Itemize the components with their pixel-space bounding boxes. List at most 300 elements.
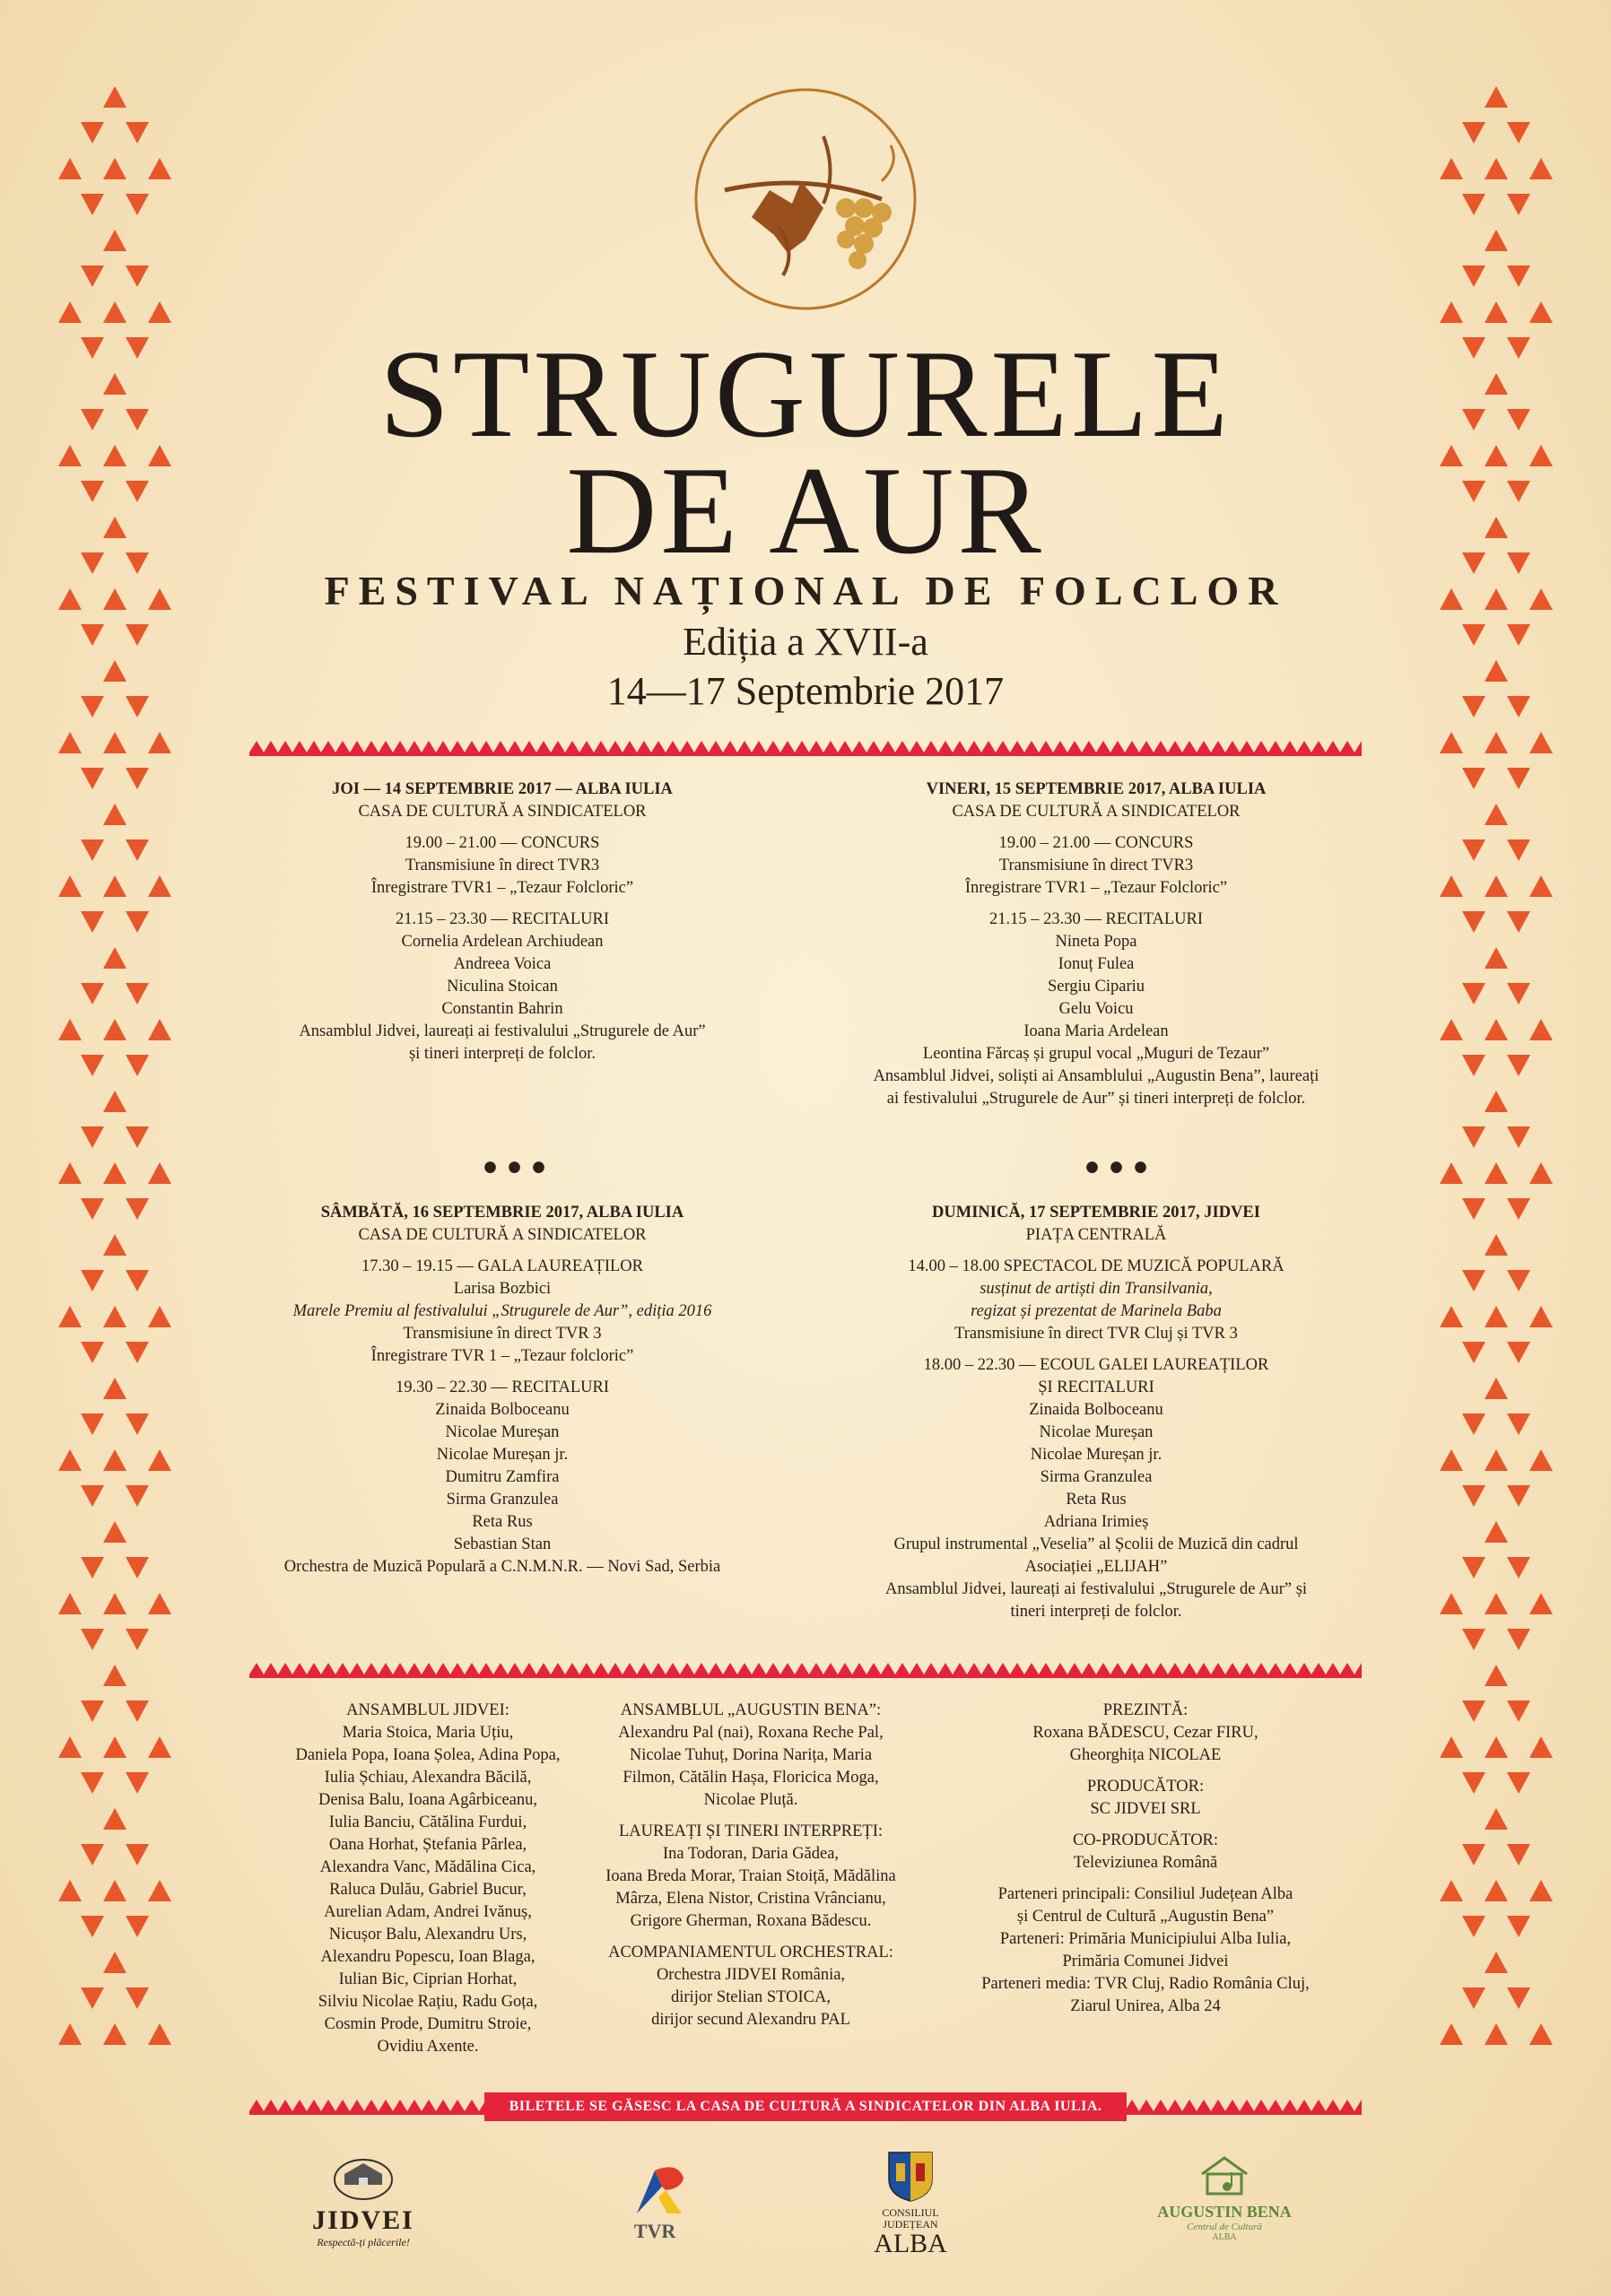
program-line: Nicolae Tuhuț, Dorina Narița, Maria [629, 1746, 873, 1764]
zigzag-tooth [809, 741, 823, 752]
program-line: 19.00 – 21.00 — CONCURS [405, 834, 600, 852]
day-sunday-program [854, 1202, 1338, 1623]
zigzag-tooth [321, 1663, 335, 1674]
triangle-motif [1507, 1413, 1530, 1435]
zigzag-tooth [493, 1663, 508, 1674]
triangle-motif [1462, 1629, 1485, 1650]
triangle-motif [81, 768, 104, 789]
program-line: Sirma Granzulea [1040, 1468, 1153, 1486]
zigzag-tooth [852, 1663, 866, 1674]
zigzag-tooth [1197, 741, 1211, 752]
cj-line2: JUDEȚEAN [883, 2218, 938, 2231]
zigzag-tooth [666, 741, 680, 752]
triangle-motif [1485, 1880, 1508, 1901]
decorative-band-middle [249, 1659, 1362, 1681]
zigzag-tooth [1168, 1663, 1182, 1674]
program-line: Televiziunea Română [1073, 1854, 1218, 1872]
cj-line3: ALBA [874, 2229, 947, 2258]
triangle-motif [1529, 1162, 1553, 1184]
program-line: Ovidiu Axente. [377, 2038, 479, 2056]
spacer [251, 1368, 753, 1377]
program-line: Marele Premiu al festivalului „Strugurele de Aur”, ediția 2016 [292, 1302, 712, 1320]
zigzag-tooth [249, 2100, 264, 2111]
zigzag-tooth [1240, 741, 1254, 752]
triangle-motif [1529, 875, 1553, 897]
zigzag-tooth [393, 1663, 407, 1674]
triangle-motif [1507, 122, 1530, 144]
zigzag-tooth [967, 1663, 981, 1674]
triangle-motif [1440, 875, 1463, 897]
triangle-motif [81, 1198, 104, 1220]
zigzag-tooth [321, 741, 335, 752]
zigzag-tooth [1197, 1663, 1211, 1674]
zigzag-tooth [465, 2100, 479, 2111]
program-line: și Centrul de Cultură „Augustin Bena” [1016, 1908, 1275, 1926]
program-line: Alexandra Vanc, Mădălina Cica, [319, 1858, 536, 1876]
spacer [576, 1812, 926, 1821]
triangle-motif [1440, 1162, 1463, 1184]
zigzag-tooth [895, 1663, 910, 1674]
zigzag-tooth [1211, 741, 1225, 752]
zigzag-tooth [766, 1663, 780, 1674]
program-line: Alexandru Popescu, Ioan Blaga, [320, 1948, 536, 1966]
zigzag-tooth [637, 1663, 651, 1674]
program-line: 21.15 – 23.30 — RECITALURI [396, 910, 609, 928]
zigzag-tooth [737, 1663, 752, 1674]
zigzag-tooth [709, 741, 723, 752]
zigzag-tooth [264, 1663, 278, 1674]
triangle-motif [1529, 2023, 1553, 2045]
zigzag-tooth [1139, 1663, 1154, 1674]
triangle-motif [1485, 301, 1508, 323]
triangle-motif [148, 301, 171, 323]
tvr-sponsor-logo [610, 2161, 700, 2243]
triangle-motif [81, 1700, 104, 1722]
zigzag-tooth [938, 741, 953, 752]
triangle-motif [1462, 1413, 1485, 1435]
zigzag-tooth [422, 1663, 436, 1674]
program-line: Ziarul Unirea, Alba 24 [1070, 1997, 1221, 2015]
spacer [836, 823, 1356, 832]
triangle-motif [126, 768, 149, 789]
credits-presenters-partners [953, 1700, 1338, 2018]
triangle-motif [148, 1162, 171, 1184]
triangle-motif [1529, 1449, 1553, 1471]
zigzag-tooth [335, 1663, 350, 1674]
triangle-motif [81, 1987, 104, 2009]
triangle-motif [58, 301, 82, 323]
program-line: regizat și prezentat de Marinela Baba [971, 1302, 1222, 1320]
zigzag-tooth [350, 2100, 364, 2111]
triangle-motif [1485, 1736, 1508, 1758]
program-line: Parteneri: Primăria Municipiului Alba Iulia, [999, 1930, 1292, 1948]
triangle-motif [1462, 122, 1485, 144]
zigzag-tooth [809, 1663, 823, 1674]
zigzag-tooth [465, 741, 479, 752]
program-line: Nicolae Mureșan jr. [436, 1446, 569, 1464]
zigzag-tooth [379, 1663, 393, 1674]
triangle-motif [1485, 1952, 1508, 1973]
triangle-motif [1440, 732, 1463, 753]
zigzag-tooth [335, 741, 350, 752]
zigzag-tooth [1254, 741, 1268, 752]
program-line: Adriana Irimieș [1043, 1513, 1149, 1531]
program-line: ACOMPANIAMENTUL ORCHESTRAL: [608, 1944, 893, 1961]
program-line: Transmisiune în direct TVR3 [405, 857, 600, 874]
zigzag-tooth [953, 741, 967, 752]
zigzag-tooth [379, 2100, 393, 2111]
zigzag-tooth [694, 741, 709, 752]
spacer [576, 1933, 926, 1942]
zigzag-tooth [924, 741, 938, 752]
triangle-motif [1507, 1700, 1530, 1722]
triangle-motif [81, 1844, 104, 1866]
program-line: Iulia Șchiau, Alexandra Băcilă, [324, 1769, 532, 1787]
program-line: Nicolae Mureșan [445, 1423, 560, 1441]
triangle-motif [103, 1736, 126, 1758]
program-line: Nicușor Balu, Alexandru Urs, [328, 1926, 527, 1944]
spacer [953, 1821, 1338, 1830]
triangle-motif [1507, 1342, 1530, 1363]
program-line: PREZINTĂ: [1102, 1701, 1189, 1719]
zigzag-tooth [1154, 2100, 1168, 2111]
zigzag-tooth [1110, 1663, 1125, 1674]
program-line: PIAȚA CENTRALĂ [1025, 1226, 1167, 1244]
triangle-motif [1462, 1700, 1485, 1722]
zigzag-tooth [780, 741, 795, 752]
zigzag-tooth [709, 1663, 723, 1674]
zigzag-tooth [737, 741, 752, 752]
triangle-motif [1529, 1306, 1553, 1327]
triangle-motif [1462, 768, 1485, 789]
zigzag-tooth [278, 2100, 292, 2111]
zigzag-tooth [579, 1663, 594, 1674]
program-line: Gelu Voicu [1058, 1000, 1134, 1018]
zigzag-tooth [1024, 1663, 1039, 1674]
triangle-motif [1462, 1270, 1485, 1292]
triangle-motif [103, 804, 126, 825]
credits-ansamblul-jidvei [262, 1700, 594, 2058]
program-line: Cosmin Prode, Dumitru Stroie, [324, 2015, 532, 2033]
triangle-motif [58, 732, 82, 753]
zigzag-tooth [1053, 1663, 1067, 1674]
triangle-motif [81, 839, 104, 861]
triangle-motif [126, 1557, 149, 1578]
zigzag-tooth [1024, 741, 1039, 752]
spacer [854, 1247, 1338, 1256]
zigzag-tooth [680, 741, 694, 752]
spacer [953, 1767, 1338, 1776]
credits-augustin-bena [576, 1700, 926, 2031]
program-line: Daniela Popa, Ioana Șolea, Adina Popa, [295, 1746, 561, 1764]
zigzag-tooth [866, 741, 881, 752]
program-line: dirijor Stelian STOICA, [671, 1988, 831, 2006]
triangle-motif [1485, 804, 1508, 825]
program-line: Cornelia Ardelean Archiudean [401, 933, 604, 951]
zigzag-tooth [1297, 741, 1311, 752]
grape-logo-icon [689, 83, 922, 316]
separator-dots-left: ••• [480, 1150, 553, 1187]
zigzag-tooth [895, 741, 910, 752]
triangle-motif [81, 1629, 104, 1650]
triangle-motif [81, 1557, 104, 1578]
triangle-motif [1507, 1055, 1530, 1076]
zigzag-tooth [838, 741, 852, 752]
program-line: Ionuț Fulea [1058, 955, 1135, 973]
zigzag-tooth [1283, 1663, 1297, 1674]
program-line: Sirma Granzulea [446, 1491, 559, 1509]
program-line: Grupul instrumental „Veselia” al Școlii de Muzică din cadrul [893, 1535, 1299, 1553]
program-line: Zinaida Bolboceanu [1029, 1401, 1163, 1419]
triangle-motif [148, 158, 171, 179]
zigzag-tooth [1225, 741, 1240, 752]
zigzag-tooth [407, 1663, 422, 1674]
triangle-motif [1440, 2023, 1463, 2045]
program-line: susținut de artiști din Transilvania, [980, 1280, 1213, 1298]
triangle-motif [81, 1126, 104, 1148]
triangle-motif [58, 1880, 82, 1901]
zigzag-tooth [508, 1663, 522, 1674]
zigzag-tooth [536, 741, 551, 752]
zigzag-tooth [608, 741, 623, 752]
triangle-motif [1462, 1126, 1485, 1148]
zigzag-tooth [436, 1663, 450, 1674]
triangle-motif [1485, 1521, 1508, 1543]
triangle-motif [103, 1952, 126, 1973]
zigzag-tooth [1254, 1663, 1268, 1674]
triangle-motif [148, 1736, 171, 1758]
zigzag-tooth [938, 1663, 953, 1674]
zigzag-tooth [436, 741, 450, 752]
augustin-bena-logo [1139, 2154, 1310, 2242]
zigzag-tooth [493, 741, 508, 752]
zigzag-tooth [1311, 1663, 1326, 1674]
program-line: VINERI, 15 SEPTEMBRIE 2017, ALBA IULIA [926, 780, 1267, 798]
triangle-motif [81, 194, 104, 215]
zigzag-tooth [292, 741, 307, 752]
spacer [278, 900, 727, 909]
spacer [854, 1345, 1338, 1354]
triangle-motif [1507, 983, 1530, 1004]
program-line: Sergiu Cipariu [1047, 978, 1145, 996]
triangle-motif [81, 1270, 104, 1292]
triangle-motif [126, 194, 149, 215]
zigzag-tooth [608, 1663, 623, 1674]
program-line: LAUREAȚI ȘI TINERI INTERPREȚI: [618, 1822, 884, 1840]
triangle-motif [1507, 1198, 1530, 1220]
zigzag-tooth [278, 1663, 292, 1674]
separator-dots-right: ••• [1082, 1150, 1155, 1187]
program-line: Oana Horhat, Ștefania Pârlea, [328, 1836, 527, 1854]
program-line: Iulia Banciu, Cătălina Furdui, [328, 1813, 527, 1831]
triangle-motif [58, 1306, 82, 1327]
consiliul-judetean-logo [843, 2149, 978, 2257]
zigzag-tooth [723, 1663, 737, 1674]
jidvei-slogan: Respectă-ți plăcerile! [317, 2236, 410, 2248]
zigzag-tooth [565, 741, 579, 752]
triangle-motif [1485, 1306, 1508, 1327]
zigzag-tooth [1110, 741, 1125, 752]
zigzag-tooth [1297, 2100, 1311, 2111]
program-line: Înregistrare TVR 1 – „Tezaur folcloric” [370, 1347, 634, 1365]
zigzag-tooth [522, 741, 536, 752]
triangle-motif [148, 1019, 171, 1040]
program-line: Roxana BĂDESCU, Cezar FIRU, [1032, 1724, 1258, 1742]
triangle-motif [1507, 768, 1530, 789]
triangle-motif [58, 1593, 82, 1614]
program-line: DUMINICĂ, 17 SEPTEMBRIE 2017, JIDVEI [932, 1204, 1260, 1222]
triangle-motif [1462, 1844, 1485, 1866]
triangle-motif [1462, 983, 1485, 1004]
triangle-motif [1529, 1880, 1553, 1901]
triangle-motif [126, 1342, 149, 1363]
zigzag-tooth [1254, 2100, 1268, 2111]
zigzag-tooth [910, 741, 924, 752]
triangle-motif [126, 1772, 149, 1794]
zigzag-tooth [996, 741, 1010, 752]
zigzag-tooth [364, 741, 379, 752]
program-line: Alexandru Pal (nai), Roxana Reche Pal, [618, 1724, 884, 1742]
spacer [836, 900, 1356, 909]
zigzag-tooth [465, 1663, 479, 1674]
program-line: PRODUCĂTOR: [1086, 1778, 1205, 1796]
zigzag-tooth [1268, 2100, 1283, 2111]
day-saturday-program [251, 1202, 753, 1578]
program-line: Înregistrare TVR1 – „Tezaur Folcloric” [964, 879, 1228, 897]
zigzag-tooth [852, 741, 866, 752]
triangle-motif [103, 1234, 126, 1256]
program-line: Larisa Bozbici [453, 1280, 552, 1298]
triangle-motif [1462, 1342, 1485, 1363]
zigzag-tooth [436, 2100, 450, 2111]
program-line: Ansamblul Jidvei, laureați ai festivalului „Strugurele de Aur” și [884, 1580, 1308, 1598]
zigzag-tooth [1168, 2100, 1182, 2111]
coat-of-arms-icon [885, 2149, 936, 2203]
program-line: Ioana Maria Ardelean [1023, 1022, 1169, 1040]
jidvei-sponsor-logo [287, 2152, 440, 2249]
zigzag-tooth [1125, 2100, 1139, 2111]
triangle-motif [103, 1880, 126, 1901]
triangle-motif [126, 1485, 149, 1507]
triangle-motif [81, 1055, 104, 1076]
program-line: Transmisiune în direct TVR3 [998, 857, 1194, 874]
zigzag-tooth [953, 1663, 967, 1674]
program-line: Orchestra de Muzică Populară a C.N.M.N.R. — Novi Sad, Serbia [283, 1558, 721, 1576]
zigzag-tooth [981, 741, 996, 752]
zigzag-tooth [1225, 1663, 1240, 1674]
zigzag-tooth [1168, 741, 1182, 752]
triangle-motif [1485, 1091, 1508, 1112]
triangle-motif [148, 1593, 171, 1614]
triangle-motif [126, 1198, 149, 1220]
program-line: ANSAMBLUL „AUGUSTIN BENA”: [620, 1701, 882, 1719]
triangle-motif [1507, 1270, 1530, 1292]
zigzag-tooth [335, 2100, 350, 2111]
zigzag-tooth [1283, 2100, 1297, 2111]
triangle-motif [103, 1593, 126, 1614]
zigzag-tooth [1125, 1663, 1139, 1674]
triangle-motif [81, 1772, 104, 1794]
zigzag-tooth [350, 1663, 364, 1674]
zigzag-tooth [278, 741, 292, 752]
zigzag-tooth [1039, 1663, 1053, 1674]
program-line: ai festivalului „Strugurele de Aur” și tineri interpreți de folclor. [886, 1090, 1306, 1108]
program-line: JOI — 14 SEPTEMBRIE 2017 — ALBA IULIA [332, 780, 673, 798]
triangle-motif [1440, 1019, 1463, 1040]
zigzag-tooth [1340, 741, 1354, 752]
triangle-motif [1507, 1987, 1530, 2009]
zigzag-tooth [795, 1663, 809, 1674]
triangle-motif [1485, 230, 1508, 251]
zigzag-tooth [307, 2100, 321, 2111]
zigzag-tooth [1010, 741, 1024, 752]
bena-name: AUGUSTIN BENA [1157, 2203, 1292, 2221]
program-line: Reta Rus [1066, 1491, 1127, 1509]
zigzag-tooth [1354, 741, 1362, 752]
triangle-motif [1529, 1593, 1553, 1614]
program-line: CASA DE CULTURĂ A SINDICATELOR [358, 803, 647, 821]
zigzag-tooth [651, 1663, 666, 1674]
zigzag-tooth [1125, 741, 1139, 752]
triangle-motif [1507, 911, 1530, 933]
zigzag-tooth [1139, 2100, 1154, 2111]
zigzag-tooth [1268, 1663, 1283, 1674]
house-note-icon [1193, 2154, 1256, 2197]
zigzag-tooth [780, 1663, 795, 1674]
triangle-motif [148, 2023, 171, 2045]
zigzag-tooth [1053, 741, 1067, 752]
triangle-motif [126, 839, 149, 861]
zigzag-tooth [666, 1663, 680, 1674]
zigzag-tooth [1139, 741, 1154, 752]
zigzag-tooth [1197, 2100, 1211, 2111]
triangle-motif [103, 1019, 126, 1040]
program-line: dirijor secund Alexandru PAL [651, 2011, 850, 2029]
triangle-motif [1462, 839, 1485, 861]
band-line [249, 1674, 1362, 1678]
zigzag-tooth [594, 1663, 608, 1674]
zigzag-tooth [422, 2100, 436, 2111]
program-line: 17.30 – 19.15 — GALA LAUREAȚILOR [361, 1257, 643, 1275]
program-line: Ansamblul Jidvei, soliști ai Ansamblului „Augustin Bena”, laureați [873, 1067, 1319, 1085]
triangle-motif [58, 1162, 82, 1184]
zigzag-tooth [264, 2100, 278, 2111]
triangle-motif [1507, 1126, 1530, 1148]
triangle-motif [1507, 1629, 1530, 1650]
program-line: Nicolae Mureșan [1039, 1423, 1154, 1441]
zigzag-tooth [1010, 1663, 1024, 1674]
zigzag-tooth [996, 1663, 1010, 1674]
zigzag-tooth [1283, 741, 1297, 752]
triangle-motif [1485, 158, 1508, 179]
program-line: Transmisiune în direct TVR Cluj și TVR 3 [954, 1325, 1238, 1343]
zigzag-tooth [752, 741, 766, 752]
zigzag-tooth [1182, 741, 1197, 752]
triangle-motif [1507, 265, 1530, 287]
program-line: 21.15 – 23.30 — RECITALURI [989, 910, 1203, 928]
triangle-motif [1462, 1485, 1485, 1507]
zigzag-tooth [1067, 1663, 1082, 1674]
zigzag-tooth [1096, 741, 1110, 752]
zigzag-tooth [594, 741, 608, 752]
triangle-motif [1440, 1593, 1463, 1614]
zigzag-tooth [536, 1663, 551, 1674]
program-line: Zinaida Bolboceanu [435, 1401, 570, 1419]
zigzag-tooth [1311, 2100, 1326, 2111]
program-line: Ina Todoran, Daria Gădea, [662, 1845, 840, 1863]
triangle-motif [148, 732, 171, 753]
triangle-motif [1507, 1557, 1530, 1578]
